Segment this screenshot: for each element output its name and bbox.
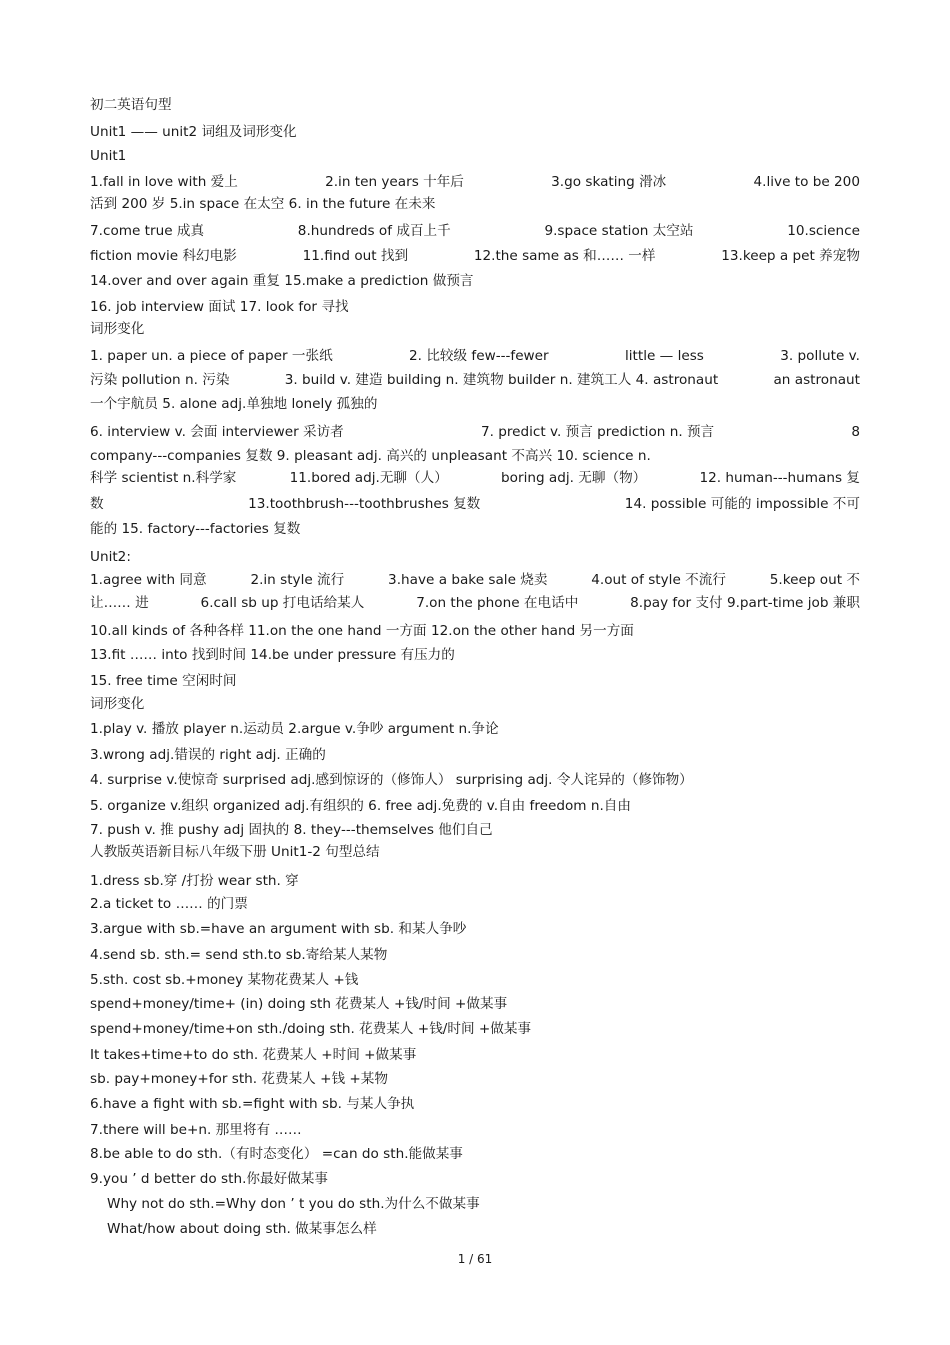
text-line: 初二英语句型 <box>90 97 172 113</box>
text-segment: 10.science <box>787 223 860 239</box>
text-segment: 2.in ten years 十年后 <box>325 174 464 190</box>
text-segment: 2. 比较级 few---fewer <box>409 348 549 364</box>
text-line <box>90 594 860 612</box>
text-line: 词形变化 <box>90 696 145 712</box>
text-line: 5.sth. cost sb.+money 某物花费某人 +钱 <box>90 972 359 988</box>
text-segment: 11.bored adj.无聊（人） <box>289 470 448 486</box>
text-line <box>90 371 860 389</box>
text-line: 9.you ’ d better do sth.你最好做某事 <box>90 1171 328 1187</box>
text-segment: 4.live to be 200 <box>753 174 860 190</box>
text-line: 14.over and over again 重复 15.make a prediction 做预言 <box>90 273 474 289</box>
text-line: 1.play v. 播放 player n.运动员 2.argue v.争吵 argument n.争论 <box>90 721 499 737</box>
text-line: 一个宇航员 5. alone adj.单独地 lonely 孤独的 <box>90 396 378 412</box>
text-line: What/how about doing sth. 做某事怎么样 <box>107 1221 377 1237</box>
text-segment: 11.find out 找到 <box>302 248 409 264</box>
text-line: 4.send sb. sth.= send sth.to sb.寄给某人某物 <box>90 947 388 963</box>
text-segment: 4.out of style 不流行 <box>591 572 726 588</box>
text-line <box>90 423 860 441</box>
text-line: 6.have a fight with sb.=fight with sb. 与某人争执 <box>90 1096 415 1112</box>
text-segment: 8.pay for 支付 9.part-time job 兼职 <box>630 595 860 611</box>
text-segment: 13.keep a pet 养宠物 <box>721 248 860 264</box>
text-segment: an astronaut <box>773 372 860 388</box>
text-line: 10.all kinds of 各种各样 11.on the one hand 一方面 12.on the other hand 另一方面 <box>90 623 634 639</box>
text-line: 13.fit …… into 找到时间 14.be under pressure 有压力的 <box>90 647 455 663</box>
text-segment: 7. predict v. 预言 prediction n. 预言 <box>480 424 715 440</box>
text-line <box>90 469 860 487</box>
text-line <box>90 222 860 240</box>
text-segment: 3. pollute v. <box>780 348 860 364</box>
text-segment: 5.keep out 不 <box>769 572 860 588</box>
text-line: company---companies 复数 9. pleasant adj. 高兴的 unpleasant 不高兴 10. science n. <box>90 448 651 464</box>
text-line: 3.argue with sb.=have an argument with sb. 和某人争吵 <box>90 921 467 937</box>
text-segment: 8 <box>851 424 860 440</box>
text-line: Unit1 —— unit2 词组及词形变化 <box>90 124 297 140</box>
text-line: 活到 200 岁 5.in space 在太空 6. in the future 在未来 <box>90 196 436 212</box>
text-segment: 3.go skating 滑冰 <box>551 174 667 190</box>
text-segment: 科学 scientist n.科学家 <box>90 470 237 486</box>
text-line: 7. push v. 推 pushy adj 固执的 8. they---themselves 他们自己 <box>90 822 493 838</box>
text-line: 4. surprise v.使惊奇 surprised adj.感到惊讶的（修饰人） surprising adj. 令人诧异的（修饰物） <box>90 772 693 788</box>
text-segment: 13.toothbrush---toothbrushes 复数 <box>248 496 481 512</box>
text-segment: 3.have a bake sale 烧卖 <box>388 572 548 588</box>
text-line: Why not do sth.=Why don ’ t you do sth.为什么不做某事 <box>107 1196 480 1212</box>
text-segment: 2.in style 流行 <box>250 572 345 588</box>
text-segment: 1. paper un. a piece of paper 一张纸 <box>90 348 333 364</box>
text-line: 7.there will be+n. 那里将有 …… <box>90 1122 302 1138</box>
text-segment: 8.hundreds of 成百上千 <box>297 223 451 239</box>
text-segment: fiction movie 科幻电影 <box>90 248 237 264</box>
text-segment: 1.fall in love with 爱上 <box>90 174 238 190</box>
text-line: 人教版英语新目标八年级下册 Unit1-2 句型总结 <box>90 844 380 860</box>
text-segment: 12.the same as 和…… 一样 <box>473 248 656 264</box>
text-line: spend+money/time+ (in) doing sth 花费某人 +钱/时间 +做某事 <box>90 996 508 1012</box>
text-line: 3.wrong adj.错误的 right adj. 正确的 <box>90 747 326 763</box>
text-segment: 1.agree with 同意 <box>90 572 207 588</box>
text-line <box>90 571 860 589</box>
text-segment: 让…… 进 <box>90 595 149 611</box>
text-line: spend+money/time+on sth./doing sth. 花费某人 +钱/时间 +做某事 <box>90 1021 532 1037</box>
text-segment: 7.come true 成真 <box>90 223 205 239</box>
text-line: sb. pay+money+for sth. 花费某人 +钱 +某物 <box>90 1071 388 1087</box>
text-line: 5. organize v.组织 organized adj.有组织的 6. free adj.免费的 v.自由 freedom n.自由 <box>90 798 631 814</box>
text-line: Unit2: <box>90 549 131 565</box>
text-segment: 14. possible 可能的 impossible 不可 <box>624 496 860 512</box>
text-line: 词形变化 <box>90 321 145 337</box>
text-segment: 12. human---humans 复 <box>699 470 860 486</box>
text-segment: 3. build v. 建造 building n. 建筑物 builder n. 建筑工人 4. astronaut <box>284 372 719 388</box>
text-line <box>90 347 860 365</box>
text-line: 2.a ticket to …… 的门票 <box>90 896 248 912</box>
text-line: 16. job interview 面试 17. look for 寻找 <box>90 299 349 315</box>
text-segment: 数 <box>90 496 104 512</box>
text-line: 1.dress sb.穿 /打扮 wear sth. 穿 <box>90 873 299 889</box>
text-segment: 污染 pollution n. 污染 <box>90 372 230 388</box>
text-line: 15. free time 空闲时间 <box>90 673 237 689</box>
text-segment: 9.space station 太空站 <box>544 223 694 239</box>
text-line: It takes+time+to do sth. 花费某人 +时间 +做某事 <box>90 1047 417 1063</box>
text-line <box>90 495 860 513</box>
text-segment: boring adj. 无聊（物） <box>501 470 647 486</box>
text-segment: little — less <box>625 348 704 364</box>
text-line: Unit1 <box>90 148 127 164</box>
text-line: 8.be able to do sth.（有时态变化） =can do sth.能做某事 <box>90 1146 463 1162</box>
text-line: 能的 15. factory---factories 复数 <box>90 521 301 537</box>
text-segment: 7.on the phone 在电话中 <box>416 595 579 611</box>
text-line <box>90 247 860 265</box>
text-segment: 6.call sb up 打电话给某人 <box>200 595 365 611</box>
page-number: 1 / 61 <box>457 1252 493 1266</box>
text-segment: 6. interview v. 会面 interviewer 采访者 <box>90 424 344 440</box>
text-line <box>90 173 860 191</box>
